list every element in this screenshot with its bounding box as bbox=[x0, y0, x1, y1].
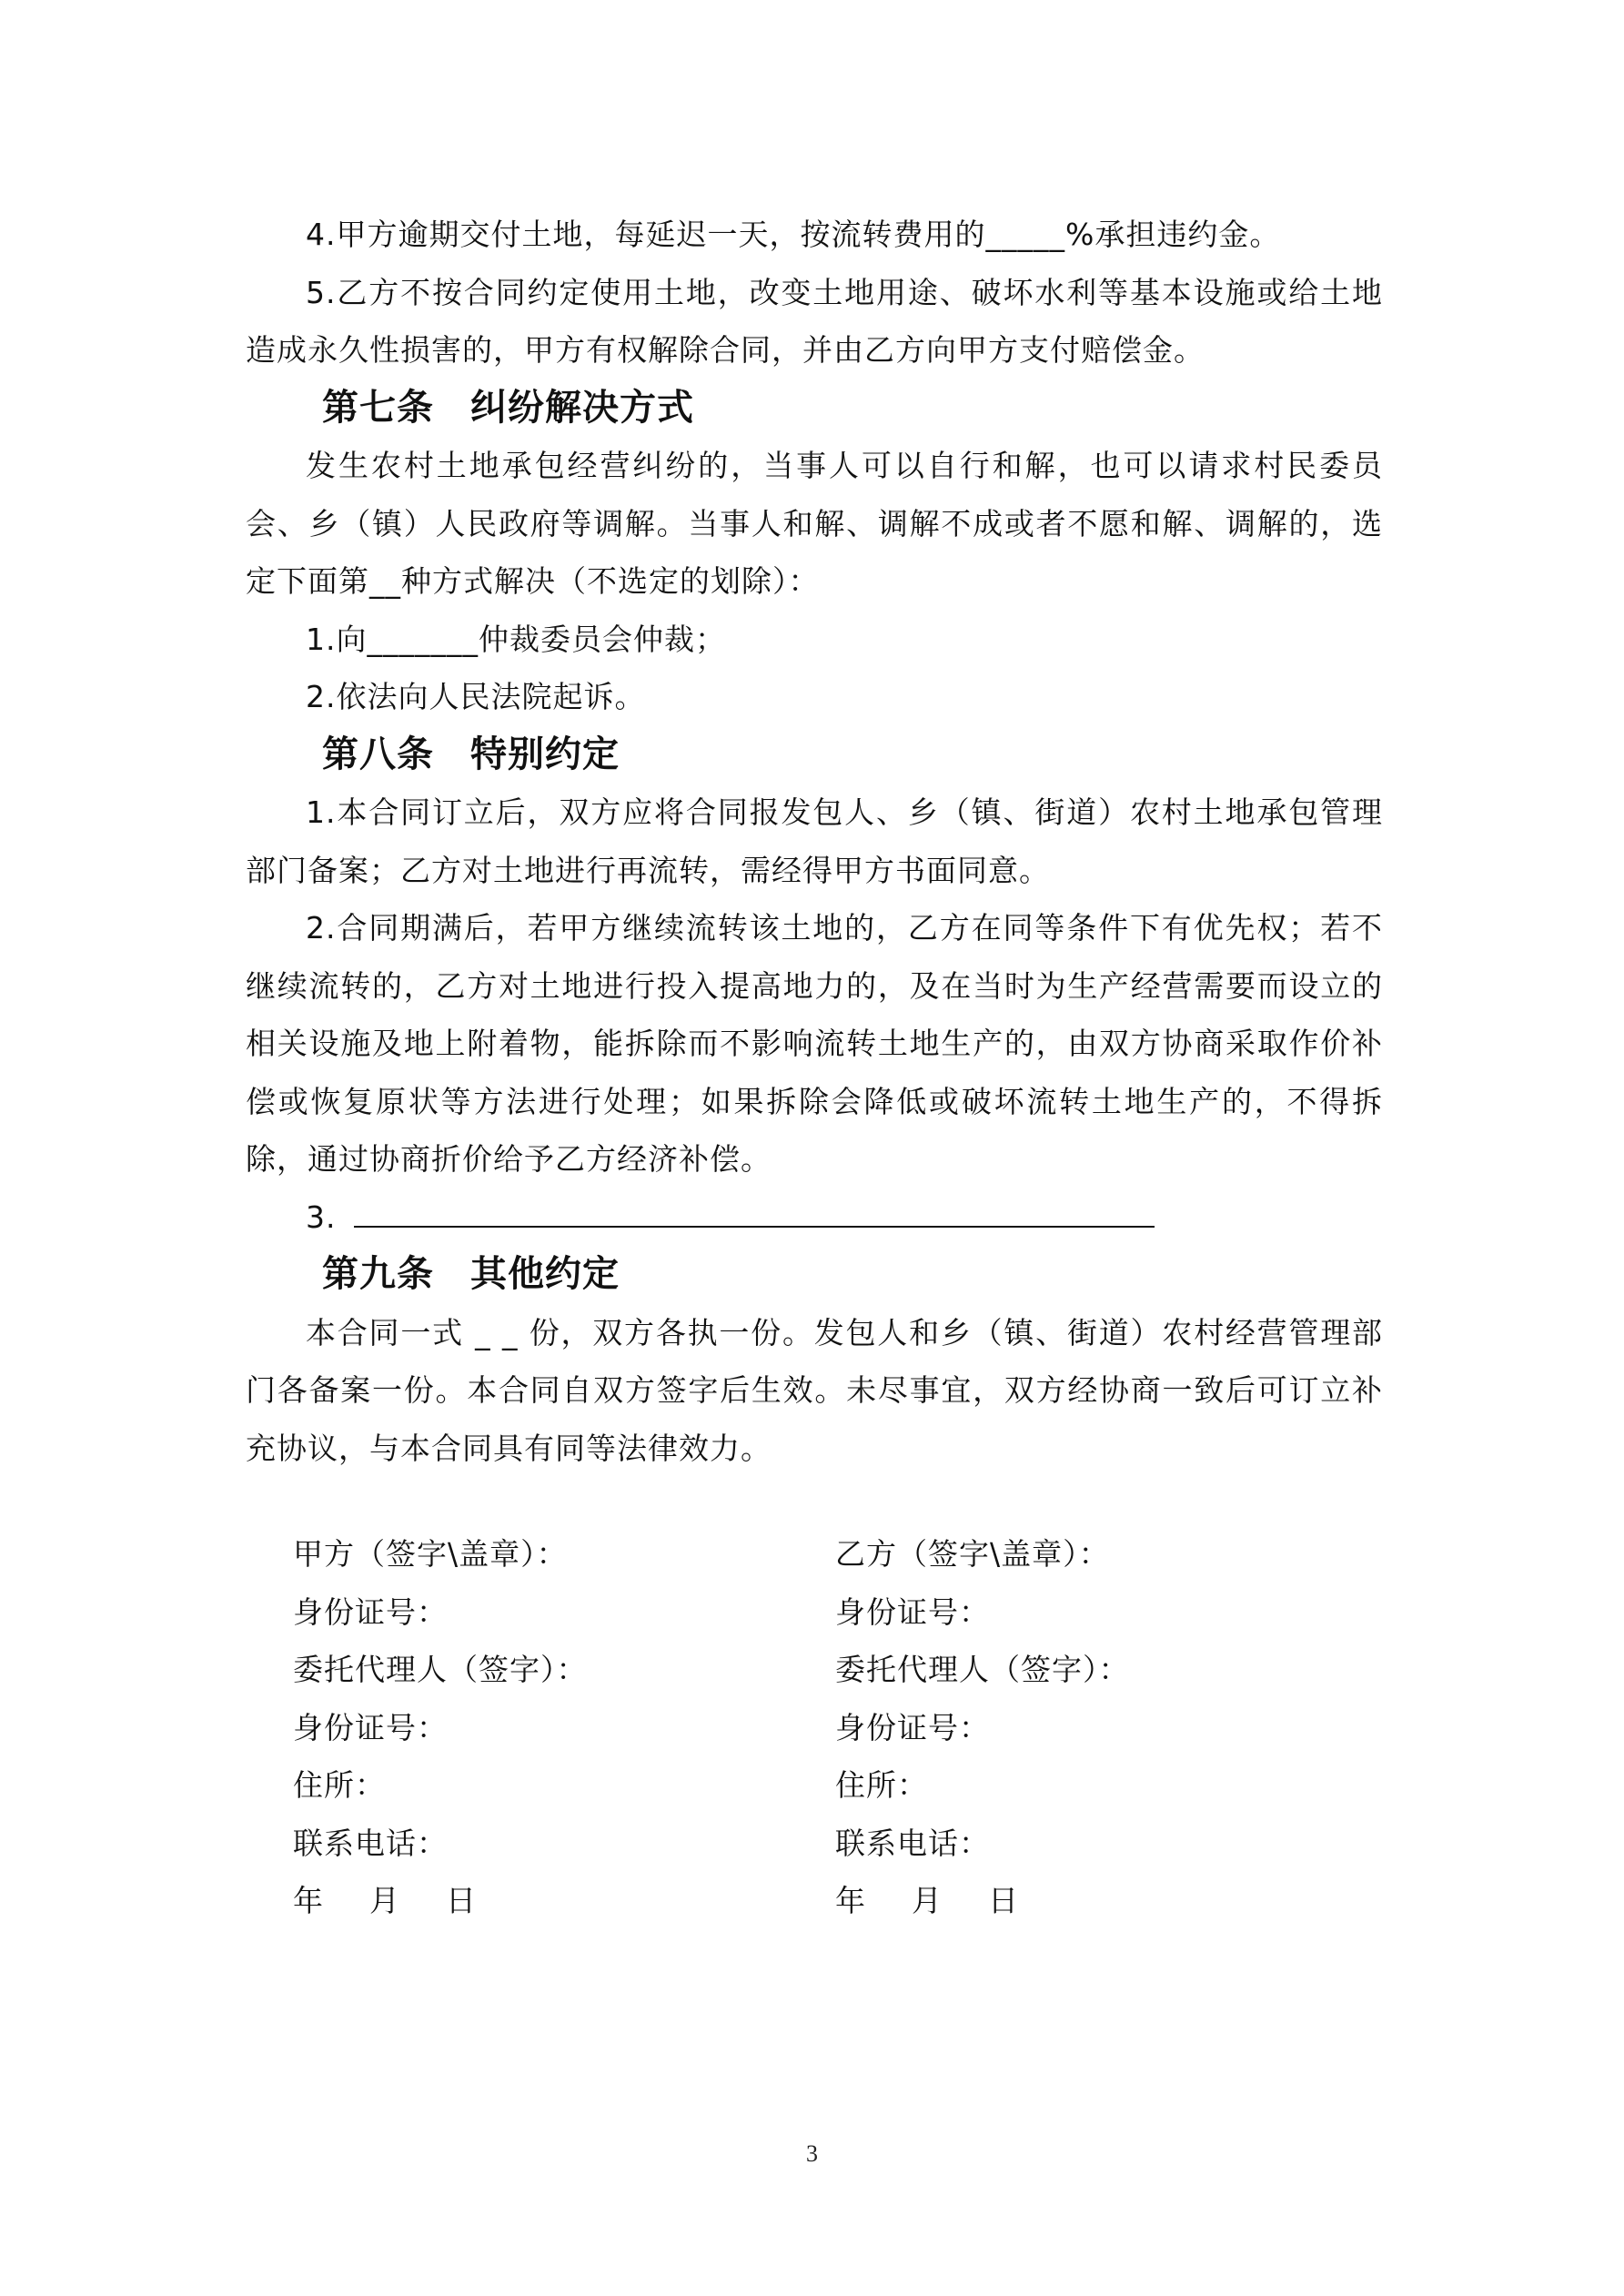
article-8-item-3 bbox=[246, 1188, 1383, 1247]
party-b-id-label: 身份证号： bbox=[835, 1593, 990, 1630]
article-9-paragraph: 本合同一式 _ _ 份，双方各执一份。发包人和乡（镇、街道）农村经营管理部门各备案一份。本合同自双方签字后生效。未尽事宜，双方经协商一致后可订立补充协议，与本合同具有同等法律效力。 bbox=[246, 1314, 1383, 1466]
article-8-item-3-label: 3. bbox=[306, 1199, 337, 1235]
party-b-agent-label: 委托代理人（签字）： bbox=[835, 1652, 1130, 1687]
party-a-year-label: 年 bbox=[293, 1883, 324, 1918]
party-b-phone-label: 联系电话： bbox=[835, 1825, 990, 1861]
article-8-item-2: 2.合同期满后，若甲方继续流转该土地的，乙方在同等条件下有优先权；若不继续流转的，乙方对土地进行投入提高地力的，及在当时为生产经营需要而设立的相关设施及地上附着物，能拆除而不影响流转土地生产的，由双方协商采取作价补偿或恢复原状等方法进行处理；如果拆除会降低或破坏流转土地生产的，不得拆除，通过协商折价给予乙方经济补偿。 bbox=[246, 910, 1383, 1177]
party-b-signature-block bbox=[835, 1525, 1130, 1930]
clause-5: 5.乙方不按合同约定使用土地，改变土地用途、破坏水利等基本设施或给土地造成永久性损害的，甲方有权解除合同，并由乙方向甲方支付赔偿金。 bbox=[246, 274, 1383, 368]
party-a-address-label: 住所： bbox=[293, 1767, 386, 1803]
party-a-date bbox=[293, 1872, 588, 1930]
party-a-signature-block bbox=[293, 1525, 588, 1930]
article-8-number: 第八条 bbox=[322, 733, 434, 775]
party-b-month-label: 月 bbox=[912, 1883, 943, 1918]
article-7-item-2: 2.依法向人民法院起诉。 bbox=[306, 679, 646, 714]
article-7-paragraph: 发生农村土地承包经营纠纷的，当事人可以自行和解，也可以请求村民委员会、乡（镇）人民政府等调解。当事人和解、调解不成或者不愿和解、调解的，选定下面第__种方式解决（不选定的划除）： bbox=[246, 448, 1383, 599]
party-a-phone-label: 联系电话： bbox=[293, 1825, 448, 1861]
article-7-heading bbox=[246, 379, 1383, 438]
article-8-item-3-blank bbox=[354, 1193, 1155, 1228]
party-b-date bbox=[835, 1872, 1130, 1930]
party-a-agent-id-label: 身份证号： bbox=[293, 1709, 448, 1745]
party-a-sign-label: 甲方（签字\盖章）： bbox=[293, 1536, 568, 1572]
page-number: 3 bbox=[806, 2140, 818, 2167]
article-8-heading bbox=[246, 726, 1383, 784]
article-9-heading bbox=[246, 1246, 1383, 1304]
party-b-year-label: 年 bbox=[835, 1883, 866, 1918]
article-7-number: 第七条 bbox=[322, 386, 434, 429]
article-9-title: 其他约定 bbox=[470, 1253, 620, 1295]
article-7-title: 纠纷解决方式 bbox=[470, 386, 694, 429]
party-a-month-label: 月 bbox=[369, 1883, 400, 1918]
article-8-title: 特别约定 bbox=[470, 733, 620, 775]
party-a-day-label: 日 bbox=[446, 1883, 477, 1918]
article-7-item-1: 1.向_______仲裁委员会仲裁； bbox=[306, 621, 726, 657]
party-b-agent-id-label: 身份证号： bbox=[835, 1709, 990, 1745]
contract-body bbox=[246, 206, 1383, 1477]
clause-4: 4.甲方逾期交付土地，每延迟一天，按流转费用的_____%承担违约金。 bbox=[306, 217, 1281, 252]
party-b-address-label: 住所： bbox=[835, 1767, 928, 1803]
party-b-day-label: 日 bbox=[988, 1883, 1019, 1918]
party-a-id-label: 身份证号： bbox=[293, 1593, 448, 1630]
article-8-item-1: 1.本合同订立后，双方应将合同报发包人、乡（镇、街道）农村土地承包管理部门备案；乙方对土地进行再流转，需经得甲方书面同意。 bbox=[246, 794, 1383, 888]
party-a-agent-label: 委托代理人（签字）： bbox=[293, 1652, 588, 1687]
article-9-number: 第九条 bbox=[322, 1253, 434, 1295]
party-b-sign-label: 乙方（签字\盖章）： bbox=[835, 1536, 1110, 1572]
